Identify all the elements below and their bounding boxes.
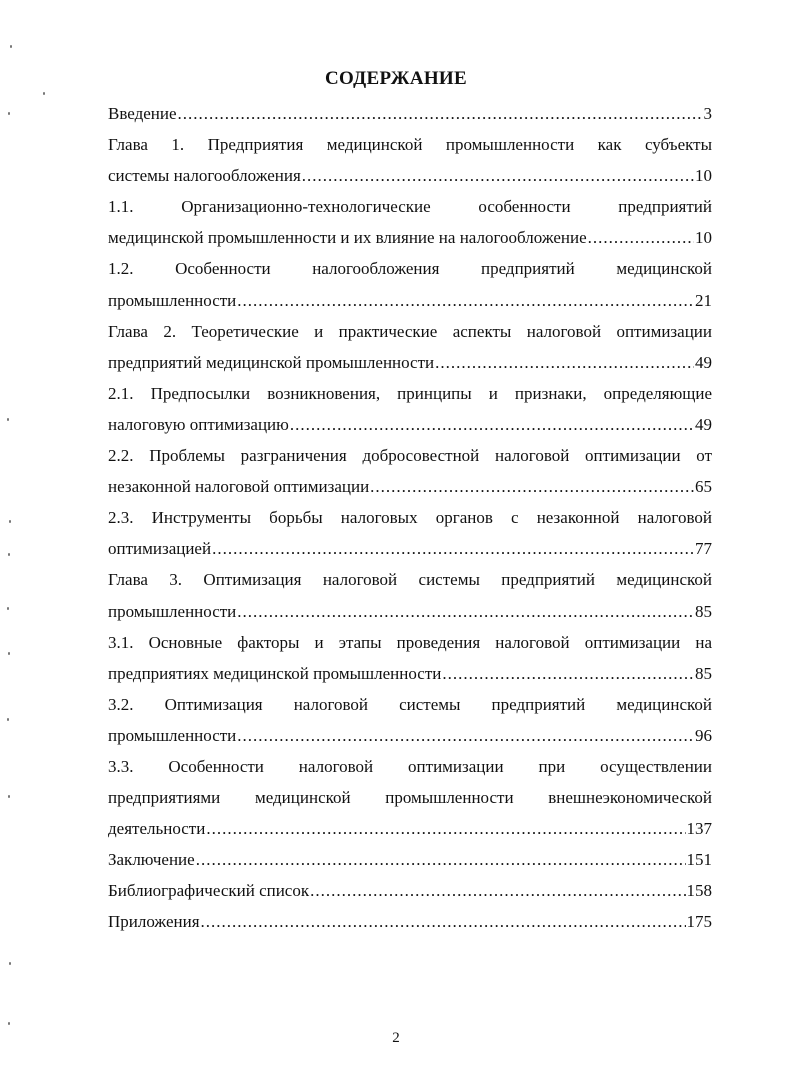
toc-entry-page: 49 [695,414,712,434]
toc-entry-title-text: деятельности [108,819,206,839]
toc-entry [108,316,712,378]
toc-entry-page: 10 [695,228,712,248]
toc-entry-page: 151 [686,850,712,870]
toc-entry-page: 65 [695,477,712,497]
toc-entry-page: 77 [695,539,712,559]
toc-entry-last-line [108,813,712,844]
scan-speck [8,112,10,115]
toc-entry-title-text: промышленности [108,290,237,310]
toc-entry-last-line [108,285,712,316]
toc-entry-page: 96 [695,725,712,745]
toc-entry-last-line [108,160,712,191]
toc-entry-last-line [108,533,712,564]
toc-entry-title-line: 3.1. Основные факторы и этапы проведения налоговой оптимизации на [108,632,712,652]
dot-leader [588,222,694,253]
toc-entry [108,875,712,906]
toc-entry [108,502,712,564]
toc-entry-page: 49 [695,352,712,372]
toc-entry-title-text: медицинской промышленности и их влияние на налогообложение [108,228,587,248]
toc-entry [108,129,712,191]
dot-leader [196,844,686,875]
dot-leader [237,720,694,751]
dot-leader [310,875,685,906]
dot-leader [237,285,694,316]
dot-leader [370,471,694,502]
dot-leader [201,906,686,937]
toc-entry-title-text: незаконной налоговой оптимизации [108,477,370,497]
toc-entry-title-line: 2.3. Инструменты борьбы налоговых органов с незаконной налоговой [108,508,712,528]
toc-entry-page: 175 [686,912,712,932]
scan-speck [7,418,9,421]
page-number: 2 [392,1030,400,1046]
scan-speck [8,652,10,655]
toc-entry-page: 137 [686,819,712,839]
scan-speck [9,962,11,965]
toc-entry-page: 158 [686,881,712,901]
scan-speck [43,92,45,95]
toc-entry-title-line: 2.1. Предпосылки возникновения, принципы и признаки, определяющие [108,383,712,403]
toc-entry-last-line [108,471,712,502]
toc-entry-last-line [108,347,712,378]
toc-entry-last-line [108,222,712,253]
toc-entry-title-line: 1.1. Организационно-технологические особенности предприятий [108,197,712,217]
toc-entry-title-line: Глава 3. Оптимизация налоговой системы предприятий медицинской [108,570,712,590]
dot-leader [212,533,694,564]
toc-entry-last-line [108,906,712,937]
toc-entry-title-line: Глава 2. Теоретические и практические аспекты налоговой оптимизации [108,321,712,341]
scan-speck [7,718,9,721]
toc-entry [108,751,712,844]
toc-entry-last-line [108,658,712,689]
toc-entry-title-text: налоговую оптимизацию [108,414,289,434]
scan-speck [9,520,11,523]
dot-leader [178,98,703,129]
dot-leader [290,409,694,440]
toc-entry [108,378,712,440]
toc-entry-title-text: оптимизацией [108,539,212,559]
toc-entry-title-line: 2.2. Проблемы разграничения добросовестной налоговой оптимизации от [108,446,712,466]
scan-speck [8,553,10,556]
toc-entry-title-text: промышленности [108,601,237,621]
toc-entry [108,906,712,937]
toc-entry-title-text: системы налогообложения [108,166,301,186]
dot-leader [302,160,694,191]
toc-entry [108,564,712,626]
toc-entry-title-line: 3.3. Особенности налоговой оптимизации при осуществлении [108,756,712,776]
dot-leader [206,813,685,844]
toc-entry-page: 85 [695,663,712,683]
dot-leader [435,347,694,378]
toc-entry-title-text: Приложения [108,912,200,932]
toc-entry-page: 10 [695,166,712,186]
scan-speck [8,795,10,798]
dot-leader [442,658,694,689]
page-title: СОДЕРЖАНИЕ [325,68,467,89]
toc-entry-last-line [108,875,712,906]
toc-entry-title-text: Заключение [108,850,195,870]
toc-entry [108,253,712,315]
toc-entry [108,844,712,875]
table-of-contents [108,98,712,938]
scan-speck [7,607,9,610]
toc-entry-title-text: Введение [108,104,177,123]
toc-entry-title-text: Библиографический список [108,881,310,901]
toc-entry-last-line [108,720,712,751]
toc-entry-last-line [108,844,712,875]
toc-entry [108,98,712,129]
toc-entry-page: 3 [703,104,712,123]
toc-entry-title-line: 3.2. Оптимизация налоговой системы предприятий медицинской [108,694,712,714]
toc-entry-page: 21 [695,290,712,310]
toc-entry-title-line: 1.2. Особенности налогообложения предприятий медицинской [108,259,712,279]
scan-speck [10,45,12,48]
toc-entry [108,191,712,253]
toc-entry-last-line [108,98,712,129]
toc-entry-last-line [108,596,712,627]
toc-entry [108,689,712,751]
toc-entry-title-line: Глава 1. Предприятия медицинской промышленности как субъекты [108,135,712,155]
toc-entry-title-text: промышленности [108,725,237,745]
toc-entry-last-line [108,409,712,440]
toc-entry-title-text: предприятий медицинской промышленности [108,352,435,372]
toc-entry-title-text: предприятиях медицинской промышленности [108,663,442,683]
scan-speck [8,1022,10,1025]
dot-leader [237,596,694,627]
toc-entry-page: 85 [695,601,712,621]
toc-entry [108,627,712,689]
toc-entry-title-line: предприятиями медицинской промышленности внешнеэкономической [108,788,712,808]
toc-entry [108,440,712,502]
